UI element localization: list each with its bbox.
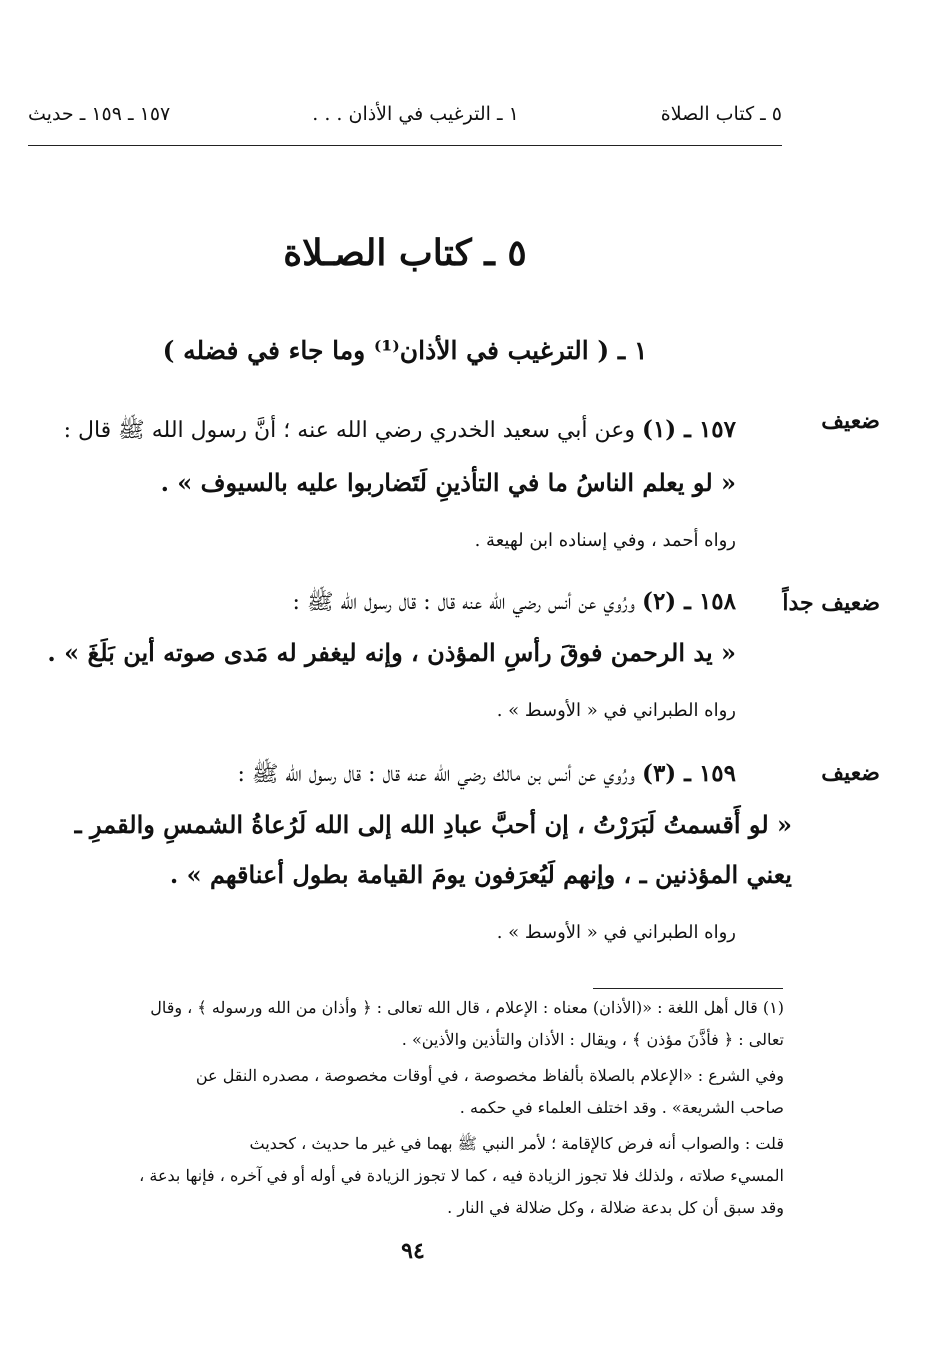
hadith-grade: ضعيف bbox=[821, 408, 880, 434]
footnote-line: وفي الشرع : «الإعلام بالصلاة بألفاظ مخصوصة ، في أوقات مخصوصة ، مصدره النقل عن bbox=[195, 1066, 784, 1085]
hadith-grade: ضعيف جداً bbox=[782, 590, 880, 616]
hadith-number: ١٥٩ ـ (٣) bbox=[642, 760, 736, 787]
hadith-number: ١٥٧ ـ (١) bbox=[642, 416, 736, 443]
section-title: ١ ـ ( الترغيب في الأذان⁽¹⁾ وما جاء في فضله ) bbox=[162, 336, 648, 365]
hadith-text: « لو يعلم الناسُ ما في التأذينِ لَتَضاربوا عليه بالسيوف » . bbox=[160, 468, 736, 497]
hadith-intro-text: ورُوي عن أنس بن مالك رضي الله عنه قال : قال رسول الله ﷺ : bbox=[237, 762, 636, 787]
hadith-source: رواه الطبراني في « الأوسط » . bbox=[496, 700, 736, 721]
hadith-intro-text: وعن أبي سعيد الخدري رضي الله عنه ؛ أنَّ رسول الله ﷺ قال : bbox=[63, 418, 636, 443]
hadith-source: رواه أحمد ، وفي إسناده ابن لهيعة . bbox=[474, 530, 736, 551]
header-hadith-range: ١٥٧ ـ ١٥٩ ـ حديث bbox=[28, 103, 171, 125]
footnote-line: قلت : والصواب أنه فرض كالإقامة ؛ لأمر النبي ﷺ بهما في غير ما حديث ، كحديث bbox=[249, 1134, 784, 1153]
page-number: ٩٤ bbox=[401, 1238, 425, 1264]
header-section: ١ ـ الترغيب في الأذان . . . bbox=[312, 103, 519, 125]
footnote-line: المسيء صلاته ، ولذلك فلا تجوز الزيادة فيه ، كما لا تجوز الزيادة في أوله أو في آخره ، فإنها بدعة ، bbox=[139, 1166, 784, 1185]
header-chapter: ٥ ـ كتاب الصلاة bbox=[660, 103, 782, 125]
hadith-intro bbox=[40, 588, 736, 620]
hadith-intro-text: ورُوي عن أنس رضي الله عنه قال : قال رسول الله ﷺ : bbox=[292, 590, 636, 615]
hadith-number: ١٥٨ ـ (٢) bbox=[642, 588, 736, 615]
hadith-intro bbox=[40, 416, 736, 448]
footnote-line: تعالى : ﴿ فأذَّنَ مؤذن ﴾ ، ويقال : الأذان والتأذين والأذين» . bbox=[401, 1030, 784, 1049]
footnote-line: وقد سبق أن كل بدعة ضلالة ، وكل ضلالة في النار . bbox=[447, 1198, 784, 1217]
hadith-text: « يد الرحمن فوقَ رأسِ المؤذن ، وإنه ليغفر له مَدى صوته أين بَلَغَ » . bbox=[47, 638, 736, 667]
footnote-divider bbox=[593, 988, 783, 989]
hadith-intro bbox=[40, 760, 736, 792]
hadith-source: رواه الطبراني في « الأوسط » . bbox=[496, 922, 736, 943]
running-header bbox=[28, 96, 782, 132]
hadith-text: « لو أَقسمتُ لَبَرَرْتُ ، إن أحبَّ عبادِ الله إلى الله لَرُعاةُ الشمسِ والقمرِ ـ bbox=[74, 810, 792, 839]
hadith-text: يعني المؤذنين ـ ، وإنهم لَيُعرَفون يومَ القيامة بطول أعناقهم » . bbox=[169, 860, 792, 889]
chapter-title: ٥ ـ كتاب الصـلاة bbox=[283, 232, 527, 274]
header-divider bbox=[28, 145, 782, 146]
hadith-grade: ضعيف bbox=[821, 760, 880, 786]
footnote-line: (١) قال أهل اللغة : «(الأذان) معناه : الإعلام ، قال الله تعالى : ﴿ وأذان من الله ورسوله ﴾ ، وقال bbox=[150, 998, 784, 1017]
footnote-line: صاحب الشريعة» . وقد اختلف العلماء في حكمه . bbox=[459, 1098, 784, 1117]
